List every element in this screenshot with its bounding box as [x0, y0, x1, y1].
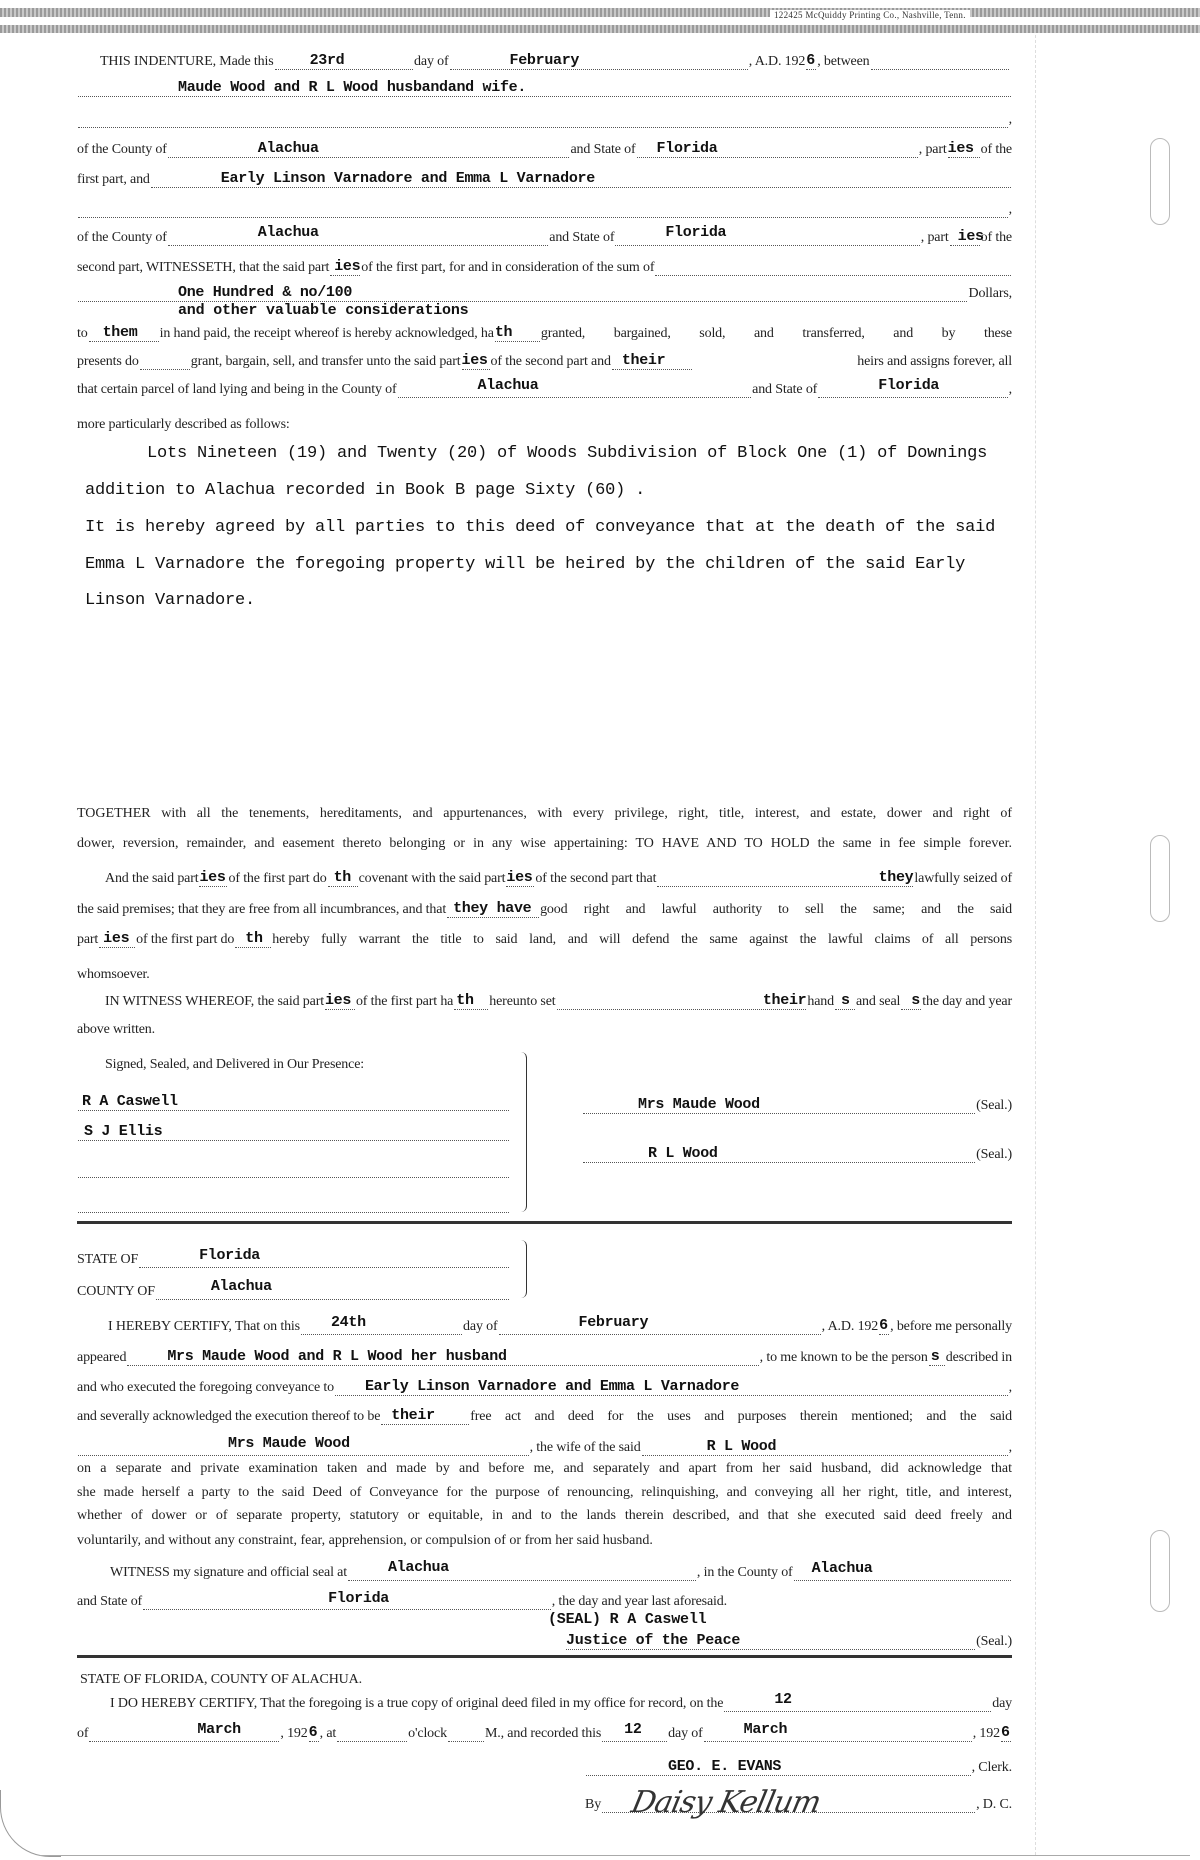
witness-field — [78, 1161, 509, 1178]
day-field — [724, 1691, 991, 1712]
value: Mrs Maude Wood — [638, 1096, 760, 1113]
examination-text: she made herself a party to the said Deed of Conveyance for the purpose of renouncing, relinquishing, and conveying all her right, title, and interest, — [77, 1485, 1012, 1500]
value: 23rd — [309, 52, 345, 69]
grantees-line — [77, 166, 1012, 188]
record-date-line — [77, 1720, 1012, 1742]
label: the day and year — [922, 994, 1012, 1009]
value: they — [878, 869, 914, 886]
blank-field — [140, 353, 190, 370]
witness-field — [78, 1124, 509, 1141]
ack-county-line — [77, 1278, 510, 1300]
label: Dollars, — [968, 286, 1012, 301]
plural-field — [325, 993, 355, 1010]
label: , the day and year last aforesaid. — [551, 1594, 727, 1609]
label: o'clock — [408, 1726, 447, 1741]
second-party-county-line — [77, 224, 1012, 246]
label: and State of — [752, 382, 818, 397]
label: , — [1008, 202, 1012, 217]
plural-field — [506, 870, 534, 887]
blank-field — [655, 259, 1011, 276]
to-field — [89, 325, 159, 342]
value: th — [245, 930, 263, 947]
officer-signature: (SEAL) R A Caswell — [548, 1611, 707, 1628]
acknowledged-line — [77, 1403, 1012, 1425]
county-field — [168, 224, 549, 246]
label: of — [77, 1726, 89, 1741]
title-field — [566, 1633, 975, 1650]
label: hereby fully warrant the title to said land, and will defend the same against the lawful claims of all persons — [272, 932, 1012, 947]
value: 6 — [1001, 1724, 1010, 1741]
value: 24th — [330, 1314, 366, 1331]
label: granted, bargained, sold, and transferred, and by these — [540, 326, 1012, 341]
blank-line — [77, 196, 1012, 218]
grantees-field — [151, 171, 1011, 188]
page-corner — [0, 1790, 61, 1857]
label: Signed, Sealed, and Delivered in Our Presence: — [105, 1057, 365, 1072]
printer-imprint: 122425 McQuiddy Printing Co., Nashville, Tenn. — [770, 10, 970, 20]
label: of the first part do — [228, 871, 327, 886]
consideration-line — [77, 280, 1012, 302]
description-line: Emma L Varnadore the foregoing property will be heired by the children of the said Early — [85, 555, 966, 574]
label: hand — [807, 994, 834, 1009]
county-field — [156, 1278, 509, 1300]
label: M., and recorded this — [484, 1726, 602, 1741]
label: day of — [414, 54, 449, 69]
handwritten-signature: Daisy Kellum — [628, 1785, 824, 1820]
label: , to me known to be the person — [759, 1350, 928, 1365]
label: hereunto set — [489, 994, 556, 1009]
witness-field — [78, 1094, 509, 1111]
value: s — [930, 1348, 940, 1365]
label: day of — [463, 1319, 498, 1334]
label: appeared — [77, 1350, 127, 1365]
blank-field — [871, 53, 1009, 70]
plural-field — [950, 228, 984, 246]
value: 6 — [806, 52, 815, 69]
label: THIS INDENTURE, Made this — [100, 54, 274, 69]
deputy-signature-field — [602, 1785, 975, 1820]
label: STATE OF FLORIDA, COUNTY OF ALACHUA. — [80, 1672, 362, 1687]
value: ies — [103, 930, 130, 947]
county-field — [794, 1560, 1011, 1581]
label: WITNESS my signature and official seal at — [110, 1565, 347, 1580]
label: above written. — [77, 1022, 155, 1037]
witness-whereof-line — [105, 988, 1012, 1010]
label: and State of — [549, 230, 615, 245]
label: of the first part do — [136, 932, 235, 947]
state-field — [615, 224, 919, 246]
appeared-line — [77, 1344, 1012, 1366]
certify-line — [108, 1313, 1012, 1335]
label: I DO HEREBY CERTIFY, That the foregoing is a true copy of original deed filed in my office for record, on the — [110, 1696, 724, 1711]
their-field — [381, 1408, 469, 1425]
label: lawfully seized of — [914, 871, 1012, 886]
value: R L Wood — [706, 1438, 777, 1455]
value: 12 — [624, 1721, 642, 1738]
day-field — [301, 1314, 462, 1335]
value: ies — [957, 228, 984, 245]
value: R A Caswell — [82, 1093, 178, 1110]
value: th — [494, 324, 513, 341]
header-band — [0, 8, 1200, 17]
value: Florida — [328, 1590, 389, 1607]
label: day — [992, 1696, 1012, 1711]
covenant-end — [77, 961, 150, 983]
seal-label: (Seal.) — [976, 1634, 1012, 1649]
witness-signature-line — [77, 1089, 510, 1111]
county-field — [168, 141, 570, 158]
value: Mrs Maude Wood — [228, 1435, 350, 1452]
indenture-line — [100, 48, 1010, 70]
place-field — [348, 1559, 696, 1581]
label: , part — [918, 142, 947, 157]
label: , D. C. — [976, 1797, 1012, 1812]
value: their — [391, 1407, 435, 1424]
examination-text: on a separate and private examination taken and made by and before me, and separately and apart from her said husband, did acknowledge that — [77, 1461, 1012, 1476]
description-intro — [77, 411, 290, 433]
seal-label: (Seal.) — [976, 1098, 1012, 1113]
value: th — [456, 992, 474, 1009]
label: , A.D. 192 — [821, 1319, 879, 1334]
officer-title-line — [565, 1628, 1012, 1650]
witness-whereof-end — [77, 1016, 155, 1038]
label: , 192 — [972, 1726, 1000, 1741]
witness-signature-line — [77, 1191, 510, 1213]
value: ies — [461, 352, 488, 369]
plural-field — [99, 931, 135, 948]
plural-field — [330, 259, 360, 276]
value: Alachua — [257, 140, 319, 157]
signature-field — [583, 1146, 975, 1163]
label: , part — [920, 230, 949, 245]
value: th — [333, 869, 351, 886]
th-field — [495, 325, 540, 342]
label: of the second part and — [490, 354, 611, 369]
value: ies — [506, 869, 533, 886]
label: of the first part ha — [355, 994, 454, 1009]
label: free act and deed for the uses and purposes therein mentioned; and the said — [470, 1409, 1012, 1424]
conveyance-to-line — [77, 1374, 1012, 1396]
husband-field — [642, 1439, 1008, 1456]
label: and State of — [570, 142, 636, 157]
grantees-field — [335, 1379, 1008, 1396]
label: and seal — [855, 994, 901, 1009]
label: whomsoever. — [77, 967, 150, 982]
label: , in the County of — [696, 1565, 793, 1580]
value: Mrs Maude Wood and R L Wood her husband — [167, 1348, 507, 1365]
label: first part, and — [77, 172, 150, 187]
label: COUNTY OF — [77, 1284, 155, 1299]
brace — [521, 1240, 527, 1298]
grantor-signature-line — [582, 1141, 1012, 1163]
description-line: addition to Alachua recorded in Book B page Sixty (60) . — [85, 481, 646, 500]
margin-line — [1035, 35, 1036, 1855]
label: good right and lawful authority to sell the same; and the said — [540, 902, 1012, 917]
label: more particularly described as follows: — [77, 417, 290, 432]
their-field — [557, 993, 807, 1010]
plural-field — [199, 870, 227, 887]
witness-signature-line — [77, 1119, 510, 1141]
grantors-field — [78, 80, 1011, 97]
label: of the — [980, 230, 1012, 245]
clerk-field — [586, 1759, 971, 1776]
record-heading — [80, 1666, 362, 1688]
value: their — [762, 992, 807, 1009]
month-field — [704, 1721, 972, 1742]
seal-label: (Seal.) — [976, 1147, 1012, 1162]
label: , between — [817, 54, 870, 69]
label: described in — [945, 1350, 1012, 1365]
label: to — [77, 326, 88, 341]
wife-line — [77, 1434, 1012, 1456]
plural-field — [462, 353, 490, 370]
s-field — [901, 993, 921, 1010]
month-field — [450, 53, 748, 70]
value: Alachua — [811, 1560, 873, 1577]
label: heirs and assigns forever, all — [857, 354, 1012, 369]
value: 6 — [308, 1724, 318, 1741]
label: that certain parcel of land lying and being in the County of — [77, 382, 397, 397]
meridiem-field — [448, 1725, 484, 1742]
value: them — [102, 324, 138, 341]
binder-hole — [1150, 835, 1170, 922]
label: IN WITNESS WHEREOF, the said part — [105, 994, 324, 1009]
label: covenant with the said part — [358, 871, 506, 886]
state-field — [818, 377, 1007, 398]
header-band — [0, 25, 1200, 33]
label: I HEREBY CERTIFY, That on this — [108, 1319, 300, 1334]
section-divider — [77, 1655, 1012, 1658]
label: , 192 — [280, 1726, 308, 1741]
witnesseth-line — [77, 254, 1012, 276]
binder-hole — [1150, 138, 1170, 225]
year-field — [879, 1318, 889, 1335]
value: 6 — [879, 1317, 888, 1334]
label: day of — [668, 1726, 703, 1741]
plural-field — [948, 141, 980, 158]
month-field — [499, 1314, 821, 1335]
label: , — [1008, 382, 1012, 397]
value: they have — [453, 900, 532, 917]
value: March — [197, 1721, 241, 1738]
label: , A.D. 192 — [748, 54, 806, 69]
blank-line — [77, 106, 1012, 128]
page-edge — [40, 1855, 1190, 1856]
label: of the — [980, 142, 1012, 157]
year-field — [309, 1725, 319, 1742]
county-field — [398, 377, 752, 398]
value: March — [743, 1721, 788, 1738]
label: grant, bargain, sell, and transfer unto the said part — [190, 354, 461, 369]
year-field — [1001, 1725, 1011, 1742]
value: Maude Wood and R L Wood husbandand wife. — [178, 79, 527, 96]
covenant-line — [77, 896, 1012, 918]
label: STATE OF — [77, 1252, 139, 1267]
they-have-field — [447, 901, 539, 918]
value: Alachua — [210, 1278, 272, 1295]
value: Florida — [665, 224, 727, 241]
grantors-line — [77, 75, 1012, 97]
label: And the said part — [105, 871, 199, 886]
value: Early Linson Varnadore and Emma L Varnadore — [220, 170, 595, 187]
first-party-county-line — [77, 136, 1012, 158]
label: part — [77, 932, 99, 947]
ack-state-line — [77, 1246, 510, 1268]
state-field — [637, 141, 918, 158]
together-clause: dower, reversion, remainder, and easement thereto belonging or in any wise appertaining: TO HAVE AND TO HOLD the same in fee simple forever. — [77, 836, 1012, 851]
label: , at — [319, 1726, 337, 1741]
deputy-line — [585, 1785, 1012, 1820]
value: ies — [324, 992, 352, 1009]
label: , — [1008, 112, 1012, 127]
presents-line — [77, 348, 1012, 370]
label: of the County of — [77, 142, 167, 157]
value: Early Linson Varnadore and Emma L Varnadore — [364, 1378, 740, 1395]
value: Florida — [656, 140, 718, 157]
witness-field — [78, 1196, 509, 1213]
label: , the wife of the said — [529, 1440, 641, 1455]
sum-field — [78, 285, 967, 302]
value: s — [911, 992, 920, 1009]
label: presents do — [77, 354, 139, 369]
parcel-line — [77, 376, 1012, 398]
value: 12 — [774, 1691, 792, 1708]
value: Alachua — [477, 377, 539, 394]
signature-field — [583, 1097, 975, 1114]
paid-line — [77, 320, 1012, 342]
binder-hole — [1150, 1530, 1170, 1612]
value: Justice of the Peace — [566, 1632, 741, 1649]
month-field — [89, 1721, 279, 1742]
s-field — [835, 993, 855, 1010]
s-field — [929, 1349, 945, 1366]
th-field — [328, 870, 358, 887]
value: ies — [947, 140, 974, 157]
witness-signature-line — [77, 1156, 510, 1178]
value: their — [621, 352, 666, 369]
wife-field — [78, 1435, 529, 1456]
day-field — [275, 53, 413, 70]
grantor-signature-line — [582, 1092, 1012, 1114]
label: , — [1008, 1440, 1012, 1455]
label: , before me personally — [890, 1319, 1012, 1334]
description-line: It is hereby agreed by all parties to this deed of conveyance that at the death of the said — [85, 518, 996, 537]
value: GEO. E. EVANS — [668, 1758, 782, 1775]
blank-field — [78, 111, 1008, 128]
day-field — [602, 1721, 667, 1742]
covenant-line — [105, 865, 1012, 887]
consideration-continued: and other valuable considerations — [178, 302, 469, 319]
value: S J Ellis — [84, 1123, 163, 1140]
label: , — [1008, 1380, 1012, 1395]
state-field — [139, 1247, 509, 1268]
value: Florida — [199, 1247, 260, 1264]
label: the said premises; that they are free from all incumbrances, and that — [77, 902, 447, 917]
label: and severally acknowledged the execution thereof to be — [77, 1409, 381, 1424]
witness-state-line — [77, 1588, 727, 1610]
value: R L Wood — [648, 1145, 718, 1162]
covenant-line — [77, 926, 1012, 948]
label: and who executed the foregoing conveyance to — [77, 1380, 334, 1395]
label: in hand paid, the receipt whereof is hereby acknowledged, ha — [159, 326, 494, 341]
section-divider — [77, 1221, 1012, 1224]
value: Alachua — [257, 224, 319, 241]
value: February — [578, 1314, 649, 1331]
value: February — [509, 52, 580, 69]
clerk-line — [585, 1754, 1012, 1776]
th-field — [235, 931, 271, 948]
value: Florida — [878, 377, 940, 394]
value: s — [840, 992, 850, 1009]
year-field — [806, 53, 816, 70]
label: of the second part that — [535, 871, 657, 886]
description-line: Linson Varnadore. — [85, 591, 256, 610]
witness-seal-line — [110, 1559, 1012, 1581]
examination-text: whether of dower or of separate property, statutory or equitable, in and to the lands therein described, and that she executed said deed freely and — [77, 1508, 1012, 1523]
label: , Clerk. — [971, 1760, 1012, 1775]
value: ies — [199, 869, 226, 886]
state-field — [143, 1590, 551, 1610]
brace — [521, 1052, 527, 1212]
hour-field — [337, 1725, 407, 1742]
description-line: Lots Nineteen (19) and Twenty (20) of Woods Subdivision of Block One (1) of Downings — [147, 444, 988, 463]
appeared-field — [127, 1349, 758, 1366]
record-certify-line — [110, 1690, 1012, 1712]
signed-heading — [105, 1051, 364, 1073]
label: By — [585, 1797, 602, 1812]
value: One Hundred & no/100 — [178, 284, 353, 301]
value: Alachua — [387, 1559, 449, 1576]
value: ies — [334, 258, 361, 275]
their-field — [612, 353, 692, 370]
they-field — [657, 870, 913, 887]
blank-field — [78, 201, 1008, 218]
label: second part, WITNESSETH, that the said part — [77, 260, 330, 275]
examination-text: voluntarily, and without any constraint, fear, apprehension, or compulsion of or from her said husband. — [77, 1533, 653, 1548]
label: of the first part, for and in consideration of the sum of — [361, 260, 655, 275]
label: of the County of — [77, 230, 167, 245]
th-field — [454, 993, 488, 1010]
label: and State of — [77, 1594, 143, 1609]
together-clause: TOGETHER with all the tenements, hereditaments, and appurtenances, with every privilege, right, title, interest, and estate, dower and right of — [77, 806, 1012, 821]
